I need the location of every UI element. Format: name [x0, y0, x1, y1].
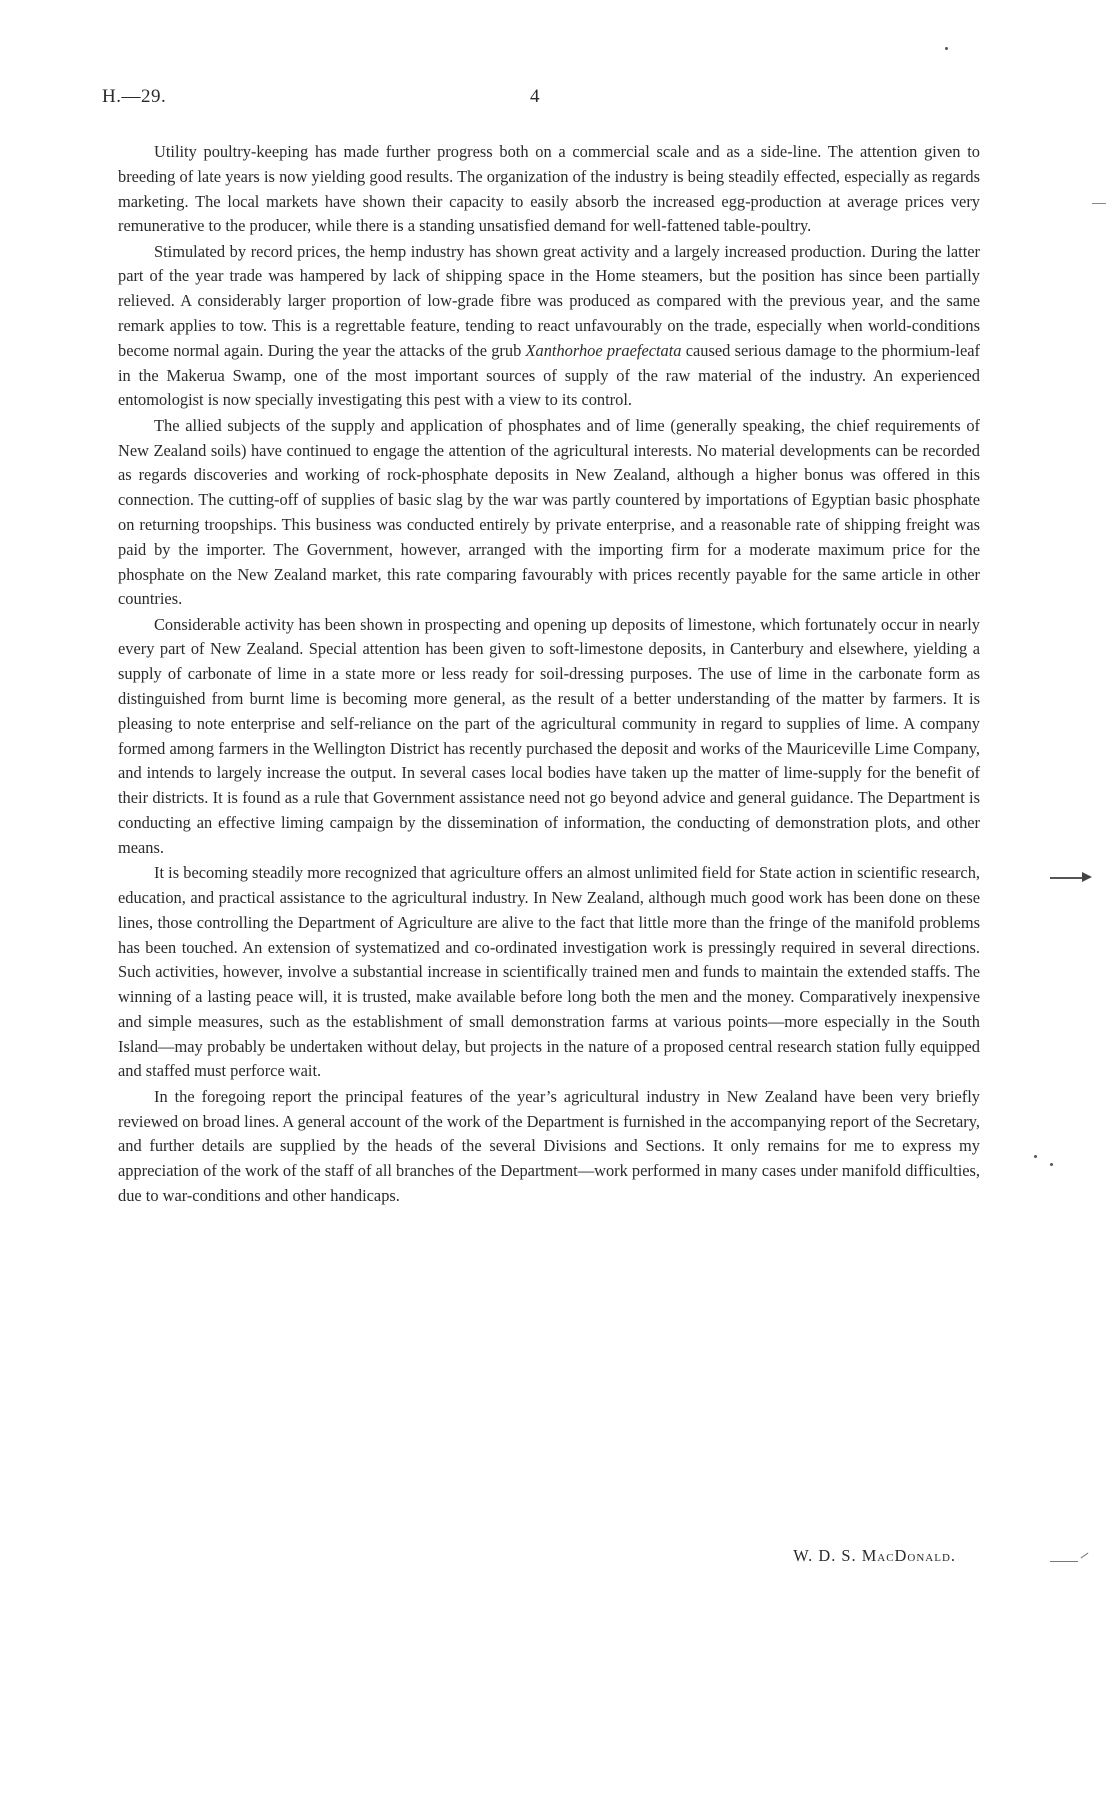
document-reference: H.—29.	[102, 86, 167, 107]
report-body	[118, 140, 980, 1209]
scan-speck	[1034, 1155, 1037, 1158]
paragraph-text: caused serious damage to the phormium-leaf in the Makerua Swamp, one of the most important sources of supply of the raw material of the industry. An experienced entomologist is now specially investigating this pest with a view to its control.	[118, 340, 980, 410]
margin-arrow-line	[1050, 877, 1082, 879]
margin-mark	[1050, 1561, 1078, 1562]
page-header	[102, 86, 982, 116]
paragraph-hemp	[118, 240, 980, 414]
paragraph-text: Utility poultry-keeping has made further progress both on a commercial scale and as a side-line. The attention given to breeding of late years is now yielding good results. The organization of the industry is being steadily effected, especially as regards marketing. The local markets have shown their capacity to easily absorb the increased egg-production at average prices very remunerative to the producer, while there is a standing unsatisfied demand for well-fattened table-poultry.	[118, 142, 980, 236]
margin-arrow-icon	[1082, 872, 1092, 882]
paragraph-poultry	[118, 140, 980, 239]
scan-speck	[945, 47, 948, 50]
paragraph-conclusion	[118, 1085, 980, 1209]
margin-mark	[1092, 203, 1106, 204]
margin-mark	[1081, 1553, 1089, 1559]
page-number: 4	[530, 86, 540, 107]
paragraph-text: Stimulated by record prices, the hemp industry has shown great activity and a largely increased production. During the latter part of the year trade was hampered by lack of shipping space in the Home steamers, but the position has since been partially relieved. A considerably larger proportion of low-grade fibre was produced as compared with the previous year, and the same remark applies to tow. This is a regrettable feature, tending to react unfavourably on the trade, especially when world-conditions become normal again. During the year the attacks of the grub	[118, 241, 980, 360]
signature: W. D. S. MacDonald.	[793, 1546, 956, 1565]
paragraph-text: It is becoming steadily more recognized that agriculture offers an almost unlimited field for State action in scientific research, education, and practical assistance to the agricultural industry. In New Zealand, although much good work has been done on these lines, those controlling the Department of Agriculture are alive to the fact that little more than the fringe of the manifold problems has been touched. An extension of systematized and co-ordinated investigation work is pressingly required in several directions. Such activities, however, involve a substantial increase in scientifically trained men and funds to maintain the extended staffs. The winning of a lasting peace will, it is trusted, make available before long both the men and the money. Comparatively inexpensive and simple measures, such as the establishment of small demonstration farms at various points—more especially in the South Island—may probably be undertaken without delay, but projects in the nature of a proposed central research station fully equipped and staffed must perforce wait.	[118, 863, 980, 1081]
paragraph-text: In the foregoing report the principal features of the year’s agricultural industry in New Zealand have been very briefly reviewed on broad lines. A general account of the work of the Department is furnished in the accompanying report of the Secretary, and further details are supplied by the heads of the several Divisions and Sections. It only remains for me to express my appreciation of the work of the staff of all branches of the Department—work performed in many cases under manifold difficulties, due to war-conditions and other handicaps.	[118, 1086, 980, 1205]
paragraph-text: The allied subjects of the supply and application of phosphates and of lime (generally speaking, the chief requirements of New Zealand soils) have continued to engage the attention of the agricultural interests. No material developments can be recorded as regards discoveries and working of rock-phosphate deposits in New Zealand, although a higher bonus was offered in this connection. The cutting-off of supplies of basic slag by the war was partly countered by importations of Egyptian basic phosphate on returning troopships. This business was conducted entirely by private enterprise, and a reasonable rate of shipping freight was paid by the importer. The Government, however, arranged with the importing firm for a moderate maximum price for the phosphate on the New Zealand market, this rate comparing favourably with prices recently payable for the same article in other countries.	[118, 415, 980, 609]
paragraph-text: Considerable activity has been shown in prospecting and opening up deposits of limestone, which fortunately occur in nearly every part of New Zealand. Special attention has been given to soft-limestone deposits, in Canterbury and elsewhere, yielding a supply of carbonate of lime in a state more or less ready for soil-dressing purposes. The use of lime in the carbonate form as distinguished from burnt lime is becoming more general, as the result of a better understanding of the matter by farmers. It is pleasing to note enterprise and self-reliance on the part of the agricultural community in regard to supplies of lime. A company formed among farmers in the Wellington District has recently purchased the deposit and works of the Mauriceville Lime Company, and intends to largely increase the output. In several cases local bodies have taken up the matter of lime-supply for the benefit of their districts. It is found as a rule that Government assistance need not go beyond advice and general guidance. The Department is conducting an effective liming campaign by the dissemination of information, the conducting of demonstration plots, and other means.	[118, 614, 980, 857]
species-name: Xanthorhoe praefectata	[525, 340, 682, 360]
paragraph-research	[118, 861, 980, 1084]
scan-speck	[1050, 1163, 1053, 1166]
paragraph-limestone	[118, 613, 980, 861]
paragraph-phosphates	[118, 414, 980, 612]
